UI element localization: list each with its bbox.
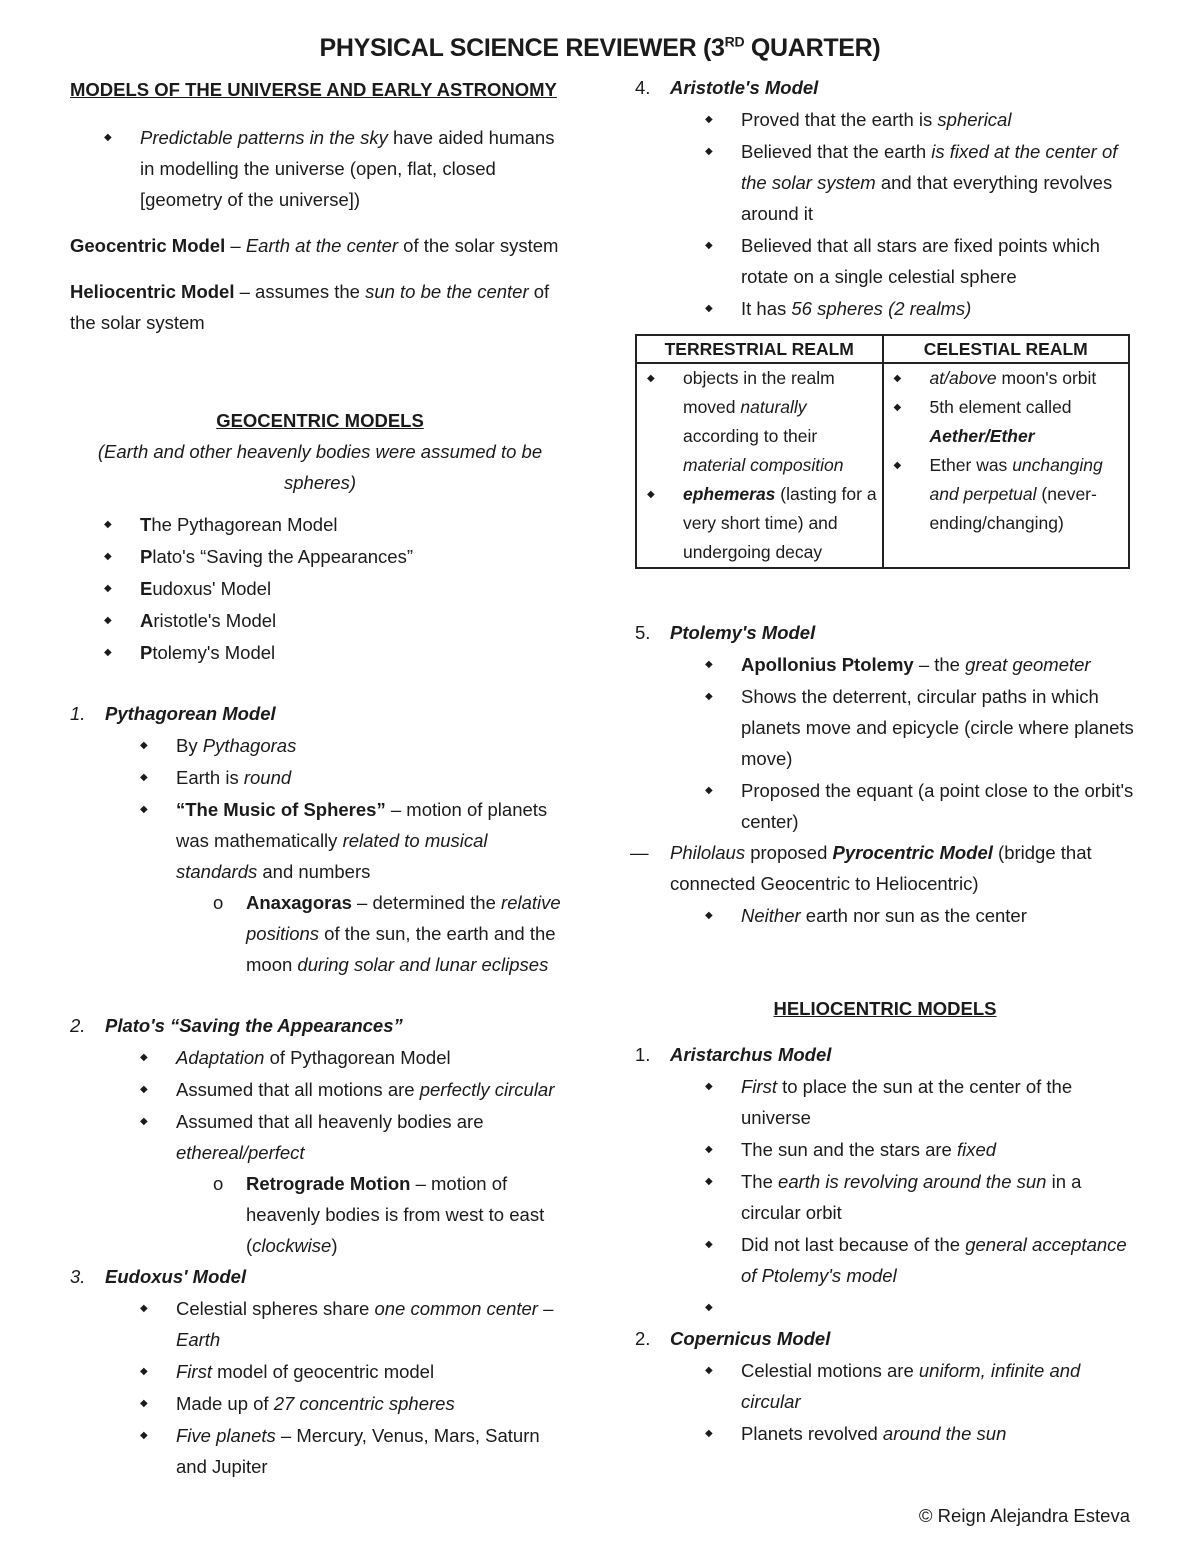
eudoxus-title: 3. Eudoxus' Model [70,1266,247,1287]
pyrocentric-note: — Philolaus proposed Pyrocentric Model (bridge that connected Geocentric to Heliocentric) [630,842,1092,894]
list-item: ◆ Ptolemy's Model [70,637,570,668]
list-item: ◆ “The Music of Spheres” – motion of planets was mathematically related to musical standards and numbers [70,794,570,887]
list-item: ◆ Assumed that all motions are perfectly circular [70,1074,570,1105]
copernicus-title: 2. Copernicus Model [635,1328,831,1349]
list-item: ◆ Proved that the earth is spherical [635,104,1135,135]
list-item: ◆ Apollonius Ptolemy – the great geometer [635,649,1135,680]
list-item: ◆ It has 56 spheres (2 realms) [635,293,1135,324]
list-item: ◆ Celestial spheres share one common center – Earth [70,1293,570,1355]
pythagorean-title: 1. Pythagorean Model [70,703,276,724]
list-item: ◆ ephemeras (lasting for a very short time) and undergoing decay [637,480,878,567]
list-item: ◆ Proposed the equant (a point close to the orbit's center) [635,775,1135,837]
list-item: ◆ 5th element called Aether/Ether [884,393,1125,451]
document-title: PHYSICAL SCIENCE REVIEWER (3RD QUARTER) [319,33,881,62]
list-item: ◆ First model of geocentric model [70,1356,570,1387]
list-item: ◆ Plato's “Saving the Appearances” [70,541,570,572]
geocentric-heading: GEOCENTRIC MODELS [216,410,424,431]
celestial-cell [883,363,1130,568]
list-item: ◆ Believed that all stars are fixed points which rotate on a single celestial sphere [635,230,1135,292]
empty-list-item [635,1292,1135,1323]
list-item: ◆ Aristotle's Model [70,605,570,636]
terrestrial-cell [636,363,883,568]
heliocentric-heading: HELIOCENTRIC MODELS [773,998,997,1019]
list-item: ◆ The earth is revolving around the sun in a circular orbit [635,1166,1135,1228]
realms-table [635,334,1130,569]
list-item: ◆ By Pythagoras [70,730,570,761]
list-item: ◆ Ether was unchanging and perpetual (never-ending/changing) [884,451,1125,538]
list-item: ◆ First to place the sun at the center of the universe [635,1071,1135,1133]
aristarchus-title: 1. Aristarchus Model [635,1044,832,1065]
geocentric-list [70,509,570,668]
list-item: ◆ objects in the realm moved naturally according to their material composition [637,364,878,480]
celestial-header: CELESTIAL REALM [883,335,1130,363]
author-credit: © Reign Alejandra Esteva [918,1505,1130,1526]
list-item: ◆ at/above moon's orbit [884,364,1125,393]
list-item: ◆ Eudoxus' Model [70,573,570,604]
aristotle-title: 4. Aristotle's Model [635,77,819,98]
list-item: ◆ Made up of 27 concentric spheres [70,1388,570,1419]
intro-bullet: ◆ Predictable patterns in the sky have aided humans in modelling the universe (open, flat, closed [geometry of the universe]) [70,122,570,215]
list-item: ◆ Shows the deterrent, circular paths in which planets move and epicycle (circle where planets move) [635,681,1135,774]
list-item: ◆ The Pythagorean Model [70,509,570,540]
geocentric-definition: Geocentric Model – Earth at the center of the solar system [70,235,559,256]
list-item: ◆ Adaptation of Pythagorean Model [70,1042,570,1073]
plato-title: 2. Plato's “Saving the Appearances” [70,1015,403,1036]
list-item: ◆ Planets revolved around the sun [635,1418,1135,1449]
geocentric-subtitle: (Earth and other heavenly bodies were assumed to be spheres) [97,441,543,493]
list-item: o Anaxagoras – determined the relative positions of the sun, the earth and the moon during solar and lunar eclipses [213,892,561,975]
list-item: ◆ Believed that the earth is fixed at the center of the solar system and that everything revolves around it [635,136,1135,229]
list-item: ◆ Did not last because of the general acceptance of Ptolemy's model [635,1229,1135,1291]
list-item: ◆ Five planets – Mercury, Venus, Mars, Saturn and Jupiter [70,1420,570,1482]
ptolemy-title: 5. Ptolemy's Model [635,622,816,643]
heliocentric-definition: Heliocentric Model – assumes the sun to be the center of the solar system [70,281,550,333]
list-item: o Retrograde Motion – motion of heavenly bodies is from west to east (clockwise) [213,1173,545,1256]
list-item: ◆ Assumed that all heavenly bodies are ethereal/perfect [70,1106,570,1168]
intro-heading: MODELS OF THE UNIVERSE AND EARLY ASTRONOMY [70,79,557,100]
list-item: ◆ The sun and the stars are fixed [635,1134,1135,1165]
list-item: ◆ Earth is round [70,762,570,793]
right-column [630,72,1135,1449]
list-item: ◆ Celestial motions are uniform, infinite and circular [635,1355,1135,1417]
list-item: ◆ Neither earth nor sun as the center [635,900,1135,931]
left-column [70,72,570,1482]
terrestrial-header: TERRESTRIAL REALM [636,335,883,363]
